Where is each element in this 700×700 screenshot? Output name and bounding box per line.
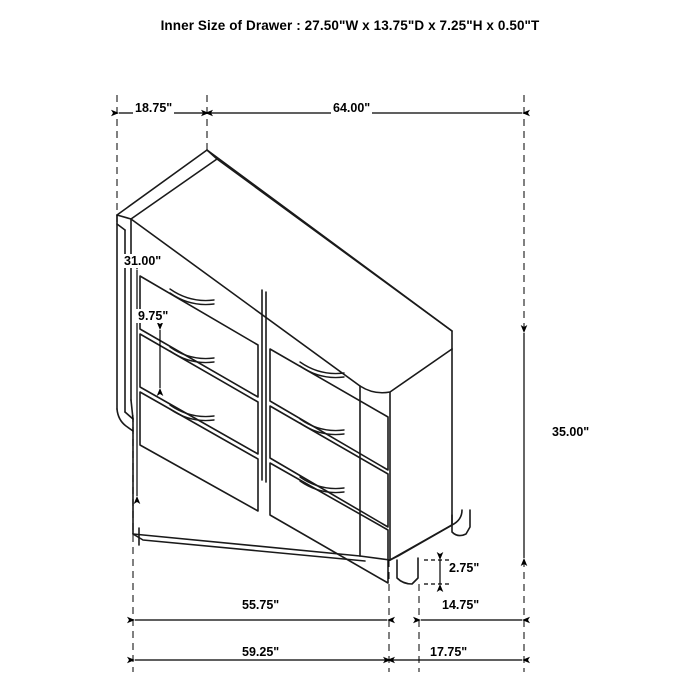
dim-label-bank-height: 31.00" xyxy=(124,254,162,268)
dim-label-depth-top: 18.75" xyxy=(135,101,173,115)
page-title: Inner Size of Drawer : 27.50"W x 13.75"D x 7.25"H x 0.50"T xyxy=(160,18,540,33)
dim-label-front-width-lower: 55.75" xyxy=(242,598,280,612)
dimension-lines xyxy=(119,113,524,660)
dim-label-side-depth-bottom: 17.75" xyxy=(430,645,468,659)
dim-label-side-depth-lower: 14.75" xyxy=(442,598,480,612)
extension-lines xyxy=(117,95,524,672)
dim-label-leg-height: 2.75" xyxy=(449,561,480,575)
dim-label-front-width-bottom: 59.25" xyxy=(242,645,280,659)
dresser-body xyxy=(117,150,470,584)
dim-label-overall-height: 35.00" xyxy=(552,425,590,439)
dim-label-width-top: 64.00" xyxy=(333,101,371,115)
dim-label-drawer-face-height: 9.75" xyxy=(138,309,169,323)
